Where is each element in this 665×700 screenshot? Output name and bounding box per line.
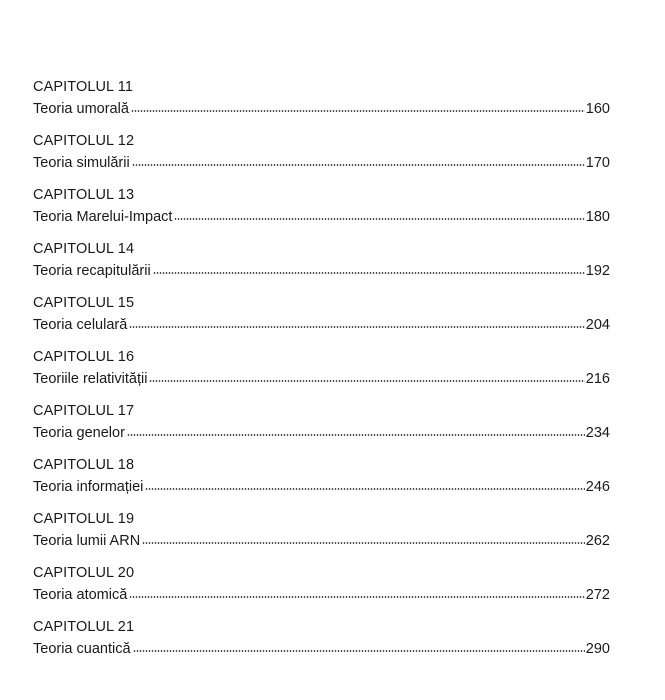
chapter-number: CAPITOLUL 15 [33, 295, 135, 311]
chapter-number: CAPITOLUL 13 [33, 187, 135, 203]
toc-entry [33, 455, 610, 509]
toc-entry [33, 563, 610, 617]
chapter-number: CAPITOLUL 12 [33, 133, 135, 149]
page-number: 234 [585, 425, 610, 441]
chapter-title: Teoria cuantică [33, 641, 131, 657]
page-number: 170 [585, 155, 610, 171]
page-number: 160 [585, 101, 610, 117]
toc-line [33, 262, 610, 280]
chapter-number: CAPITOLUL 16 [33, 349, 135, 365]
page-number: 246 [585, 479, 610, 495]
chapter-title: Teoria umorală [33, 101, 129, 117]
toc-line [33, 532, 610, 550]
dot-leader [149, 379, 584, 383]
table-of-contents [33, 77, 610, 671]
dot-leader [133, 649, 585, 653]
toc-line [33, 478, 610, 496]
dot-leader [129, 325, 584, 329]
dot-leader [132, 163, 585, 167]
chapter-number: CAPITOLUL 11 [33, 79, 134, 95]
chapter-title: Teoria simulării [33, 155, 130, 171]
chapter-title: Teoria Marelui-Impact [33, 209, 173, 225]
chapter-number: CAPITOLUL 20 [33, 565, 135, 581]
toc-line [33, 424, 610, 442]
page-number: 180 [585, 209, 610, 225]
chapter-number: CAPITOLUL 14 [33, 241, 135, 257]
toc-entry [33, 293, 610, 347]
toc-entry [33, 77, 610, 131]
chapter-title: Teoria recapitulării [33, 263, 151, 279]
toc-line [33, 640, 610, 658]
dot-leader [142, 541, 585, 545]
chapter-title: Teoria lumii ARN [33, 533, 141, 549]
toc-entry [33, 509, 610, 563]
toc-entry [33, 185, 610, 239]
chapter-number: CAPITOLUL 17 [33, 403, 135, 419]
toc-entry [33, 131, 610, 185]
dot-leader [131, 109, 585, 113]
toc-entry [33, 617, 610, 671]
chapter-number: CAPITOLUL 21 [33, 619, 135, 635]
chapter-title: Teoriile relativității [33, 371, 148, 387]
dot-leader [127, 433, 585, 437]
dot-leader [153, 271, 585, 275]
chapter-title: Teoria atomică [33, 587, 128, 603]
toc-line [33, 316, 610, 334]
chapter-title: Teoria genelor [33, 425, 125, 441]
dot-leader [174, 217, 584, 221]
toc-entry [33, 401, 610, 455]
dot-leader [145, 487, 584, 491]
page-number: 204 [585, 317, 610, 333]
toc-entry [33, 347, 610, 401]
toc-line [33, 208, 610, 226]
page-number: 262 [585, 533, 610, 549]
dot-leader [129, 595, 585, 599]
chapter-number: CAPITOLUL 18 [33, 457, 135, 473]
page-number: 216 [585, 371, 610, 387]
chapter-title: Teoria informației [33, 479, 144, 495]
page-number: 272 [585, 587, 610, 603]
toc-line [33, 154, 610, 172]
chapter-number: CAPITOLUL 19 [33, 511, 135, 527]
toc-line [33, 100, 610, 118]
toc-line [33, 370, 610, 388]
page-number: 192 [585, 263, 610, 279]
page-number: 290 [585, 641, 610, 657]
toc-line [33, 586, 610, 604]
chapter-title: Teoria celulară [33, 317, 128, 333]
toc-entry [33, 239, 610, 293]
